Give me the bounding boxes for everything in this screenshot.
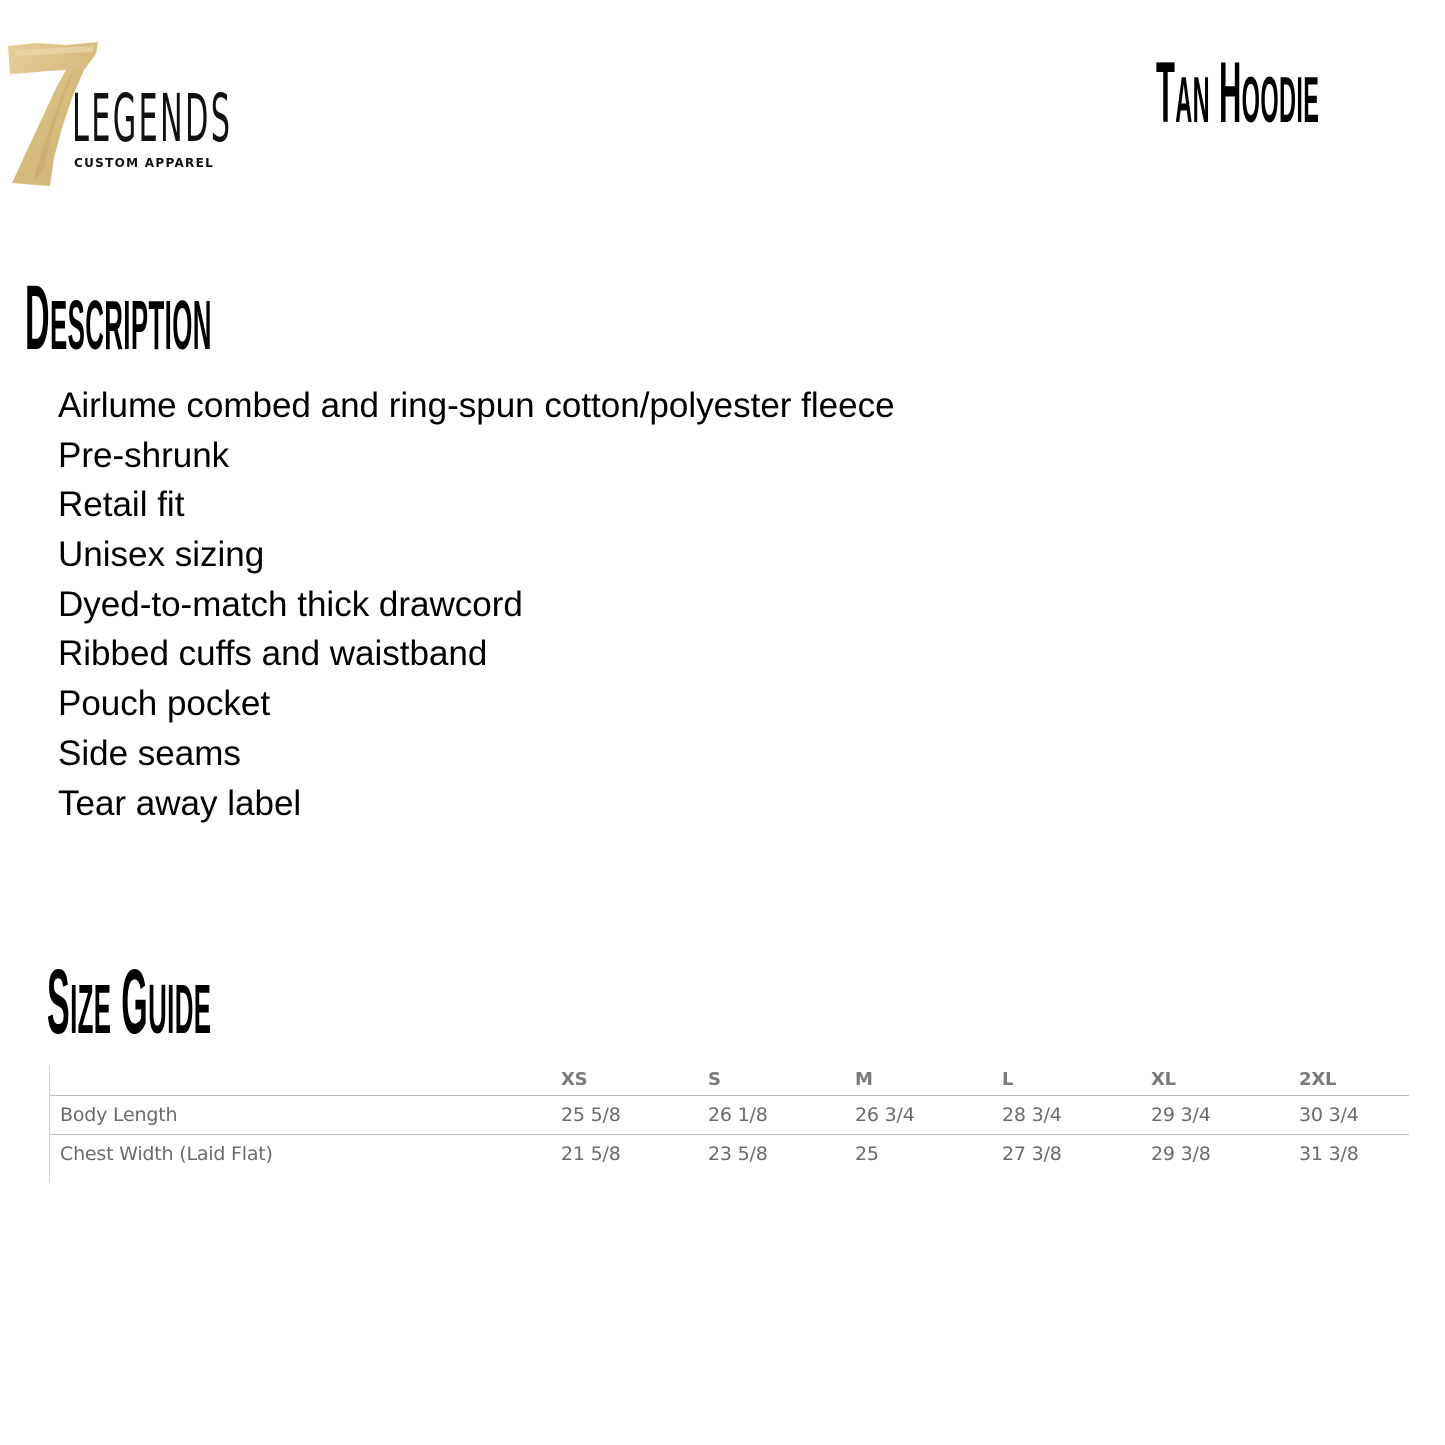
measurement-cell: 25 [855,1143,879,1165]
table-row [50,1134,1409,1173]
measurement-cell: 21 5/8 [561,1143,621,1165]
size-guide-heading-part: IZE [70,970,112,1048]
size-column-header: S [708,1069,721,1090]
size-column-header: 2XL [1299,1069,1337,1090]
row-label: Chest Width (Laid Flat) [60,1143,273,1165]
feature-item: Side seams [58,733,241,773]
feature-item: Unisex sizing [58,535,265,575]
feature-item: Tear away label [58,783,302,823]
size-column-header: L [1002,1069,1014,1090]
feature-list [58,381,895,828]
size-column-header: XL [1151,1069,1176,1090]
feature-item: Pouch pocket [58,684,271,724]
feature-item: Dyed-to-match thick drawcord [58,584,523,624]
size-column-header: M [855,1069,873,1090]
measurement-cell: 30 3/4 [1299,1104,1359,1126]
feature-item: Ribbed cuffs and waistband [58,634,488,674]
product-title-part: AN [1175,63,1210,136]
feature-item: Airlume combed and ring-spun cotton/polyester fleece [58,386,895,425]
measurement-cell: 26 3/4 [855,1104,915,1126]
row-label: Body Length [60,1104,178,1126]
measurement-cell: 23 5/8 [708,1143,768,1165]
measurement-cell: 27 3/8 [1002,1143,1062,1165]
product-title [1156,45,1320,141]
size-guide-heading [47,951,212,1053]
size-column-header: XS [561,1069,588,1090]
product-title-part: T [1156,45,1176,141]
feature-item: Retail fit [58,485,185,525]
brand-tagline: CUSTOM APPAREL [74,156,215,170]
table-row [50,1095,1409,1134]
feature-item: Pre-shrunk [58,435,230,475]
measurement-cell: 28 3/4 [1002,1104,1062,1126]
size-guide-heading-part: G [121,951,149,1053]
product-title-part: H [1218,45,1242,141]
brand-name: LEGENDS [72,80,233,157]
size-table [49,1066,1409,1182]
size-guide-heading-part: S [47,951,71,1053]
measurement-cell: 31 3/8 [1299,1143,1359,1165]
description-heading [25,267,212,369]
brand-logo [6,40,233,190]
measurement-cell: 26 1/8 [708,1104,768,1126]
description-heading-part: ESCRIPTION [49,286,212,364]
measurement-cell: 25 5/8 [561,1104,621,1126]
measurement-cell: 29 3/4 [1151,1104,1211,1126]
size-table-header-row [50,1066,1409,1095]
product-title-part: OODIE [1241,63,1320,136]
measurement-cell: 29 3/8 [1151,1143,1211,1165]
size-guide-heading-part: UIDE [148,970,212,1048]
description-heading-part: D [25,267,50,369]
